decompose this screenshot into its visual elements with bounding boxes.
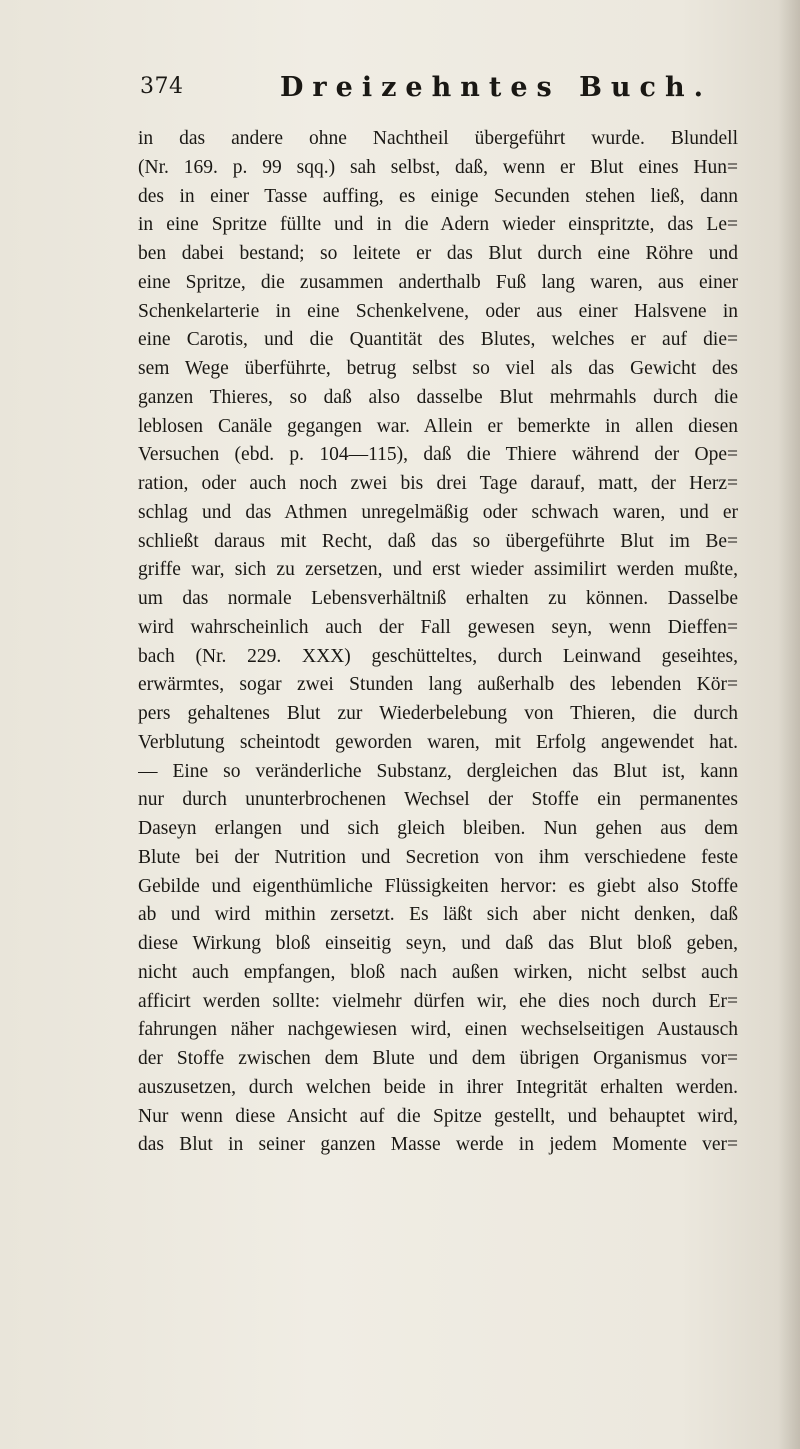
text-line: Versuchen (ebd. p. 104—115), daß die Thiere während der Ope= [138, 444, 738, 466]
text-line: nicht auch empfangen, bloß nach außen wirken, nicht selbst auch [138, 961, 738, 983]
text-line: Verblutung scheintodt geworden waren, mit Erfolg angewendet hat. [138, 731, 738, 753]
text-line: leblosen Canäle gegangen war. Allein er bemerkte in allen diesen [138, 415, 738, 437]
text-line: schlag und das Athmen unregelmäßig oder schwach waren, und er [138, 501, 738, 523]
text-line: das Blut in seiner ganzen Masse werde in jedem Momente ver= [138, 1134, 738, 1156]
text-line: wird wahrscheinlich auch der Fall gewesen seyn, wenn Dieffen= [138, 616, 738, 638]
text-line: fahrungen näher nachgewiesen wird, einen wechselseitigen Austausch [138, 1019, 738, 1041]
body-text [138, 125, 738, 1160]
text-line: diese Wirkung bloß einseitig seyn, und daß das Blut bloß geben, [138, 933, 738, 954]
text-line: eine Spritze, die zusammen anderthalb Fuß lang waren, aus einer [138, 271, 738, 293]
text-line: sem Wege überführte, betrug selbst so viel als das Gewicht des [138, 358, 738, 379]
text-line: Schenkelarterie in eine Schenkelvene, oder aus einer Halsvene in [138, 300, 738, 322]
text-line: auszusetzen, durch welchen beide in ihrer Integrität erhalten werden. [138, 1076, 738, 1098]
text-line: ab und wird mithin zersetzt. Es läßt sich aber nicht denken, daß [138, 904, 738, 926]
text-line: des in einer Tasse auffing, es einige Secunden stehen ließ, dann [138, 185, 738, 207]
text-line: nur durch ununterbrochenen Wechsel der Stoffe ein permanentes [138, 789, 738, 811]
text-line: um das normale Lebensverhältniß erhalten zu können. Dasselbe [138, 588, 738, 609]
text-line: Gebilde und eigenthümliche Flüssigkeiten hervor: es giebt also Stoffe [138, 875, 738, 897]
text-line: Blute bei der Nutrition und Secretion von ihm verschiedene feste [138, 846, 738, 868]
text-line: eine Carotis, und die Quantität des Blutes, welches er auf die= [138, 329, 738, 351]
text-line: (Nr. 169. p. 99 sqq.) sah selbst, daß, wenn er Blut eines Hun= [138, 156, 738, 178]
text-line: ben dabei bestand; so leitete er das Blut durch eine Röhre und [138, 243, 738, 264]
page-header [140, 74, 740, 114]
text-line: Daseyn erlangen und sich gleich bleiben. Nun gehen aus dem [138, 818, 738, 839]
text-line: ration, oder auch noch zwei bis drei Tage darauf, matt, der Herz= [138, 473, 738, 494]
text-line: afficirt werden sollte: vielmehr dürfen wir, ehe dies noch durch Er= [138, 990, 738, 1012]
text-line: griffe war, sich zu zersetzen, und erst wieder assimilirt werden mußte, [138, 559, 738, 581]
text-line: in eine Spritze füllte und in die Adern wieder einspritzte, das Le= [138, 214, 738, 236]
text-line: in das andere ohne Nachtheil übergeführt wurde. Blundell [138, 128, 738, 149]
text-line: schließt daraus mit Recht, daß das so übergeführte Blut im Be= [138, 530, 738, 552]
text-line: der Stoffe zwischen dem Blute und dem übrigen Organismus vor= [138, 1048, 738, 1069]
text-line: bach (Nr. 229. XXX) geschütteltes, durch Leinwand geseihtes, [138, 645, 738, 667]
text-line: pers gehaltenes Blut zur Wiederbelebung von Thieren, die durch [138, 703, 738, 724]
running-title: Dreizehntes Buch. [280, 72, 713, 103]
text-line: Nur wenn diese Ansicht auf die Spitze gestellt, und behauptet wird, [138, 1105, 738, 1127]
text-line: ganzen Thieres, so daß also dasselbe Blut mehrmahls durch die [138, 386, 738, 408]
text-line: erwärmtes, sogar zwei Stunden lang außerhalb des lebenden Kör= [138, 674, 738, 696]
page-number: 374 [140, 74, 184, 99]
text-line: — Eine so veränderliche Substanz, dergleichen das Blut ist, kann [138, 760, 738, 782]
page-edge-shadow [778, 0, 800, 1449]
